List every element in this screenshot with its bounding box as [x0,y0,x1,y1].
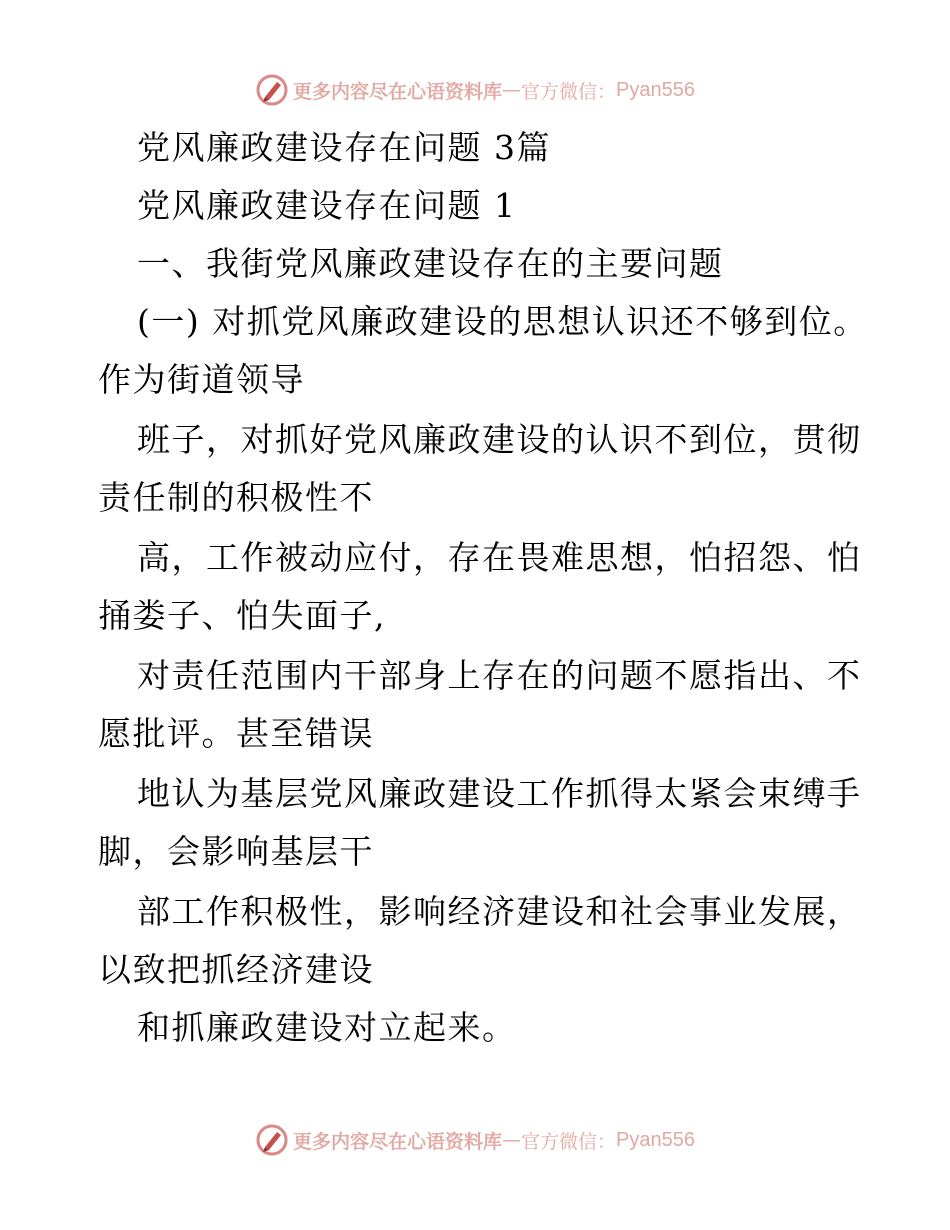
watermark-separator: — [502,1129,522,1151]
watermark-wechat-label: 官方微信： [521,1130,617,1153]
document-title: 党风廉政建设存在问题 3篇 [137,128,551,167]
paragraph-line: 脚，会影响基层干 [98,832,374,871]
heading-level-2: (一) 对抓党风廉政建设的思想认识还不够到位。 [137,302,868,341]
paragraph-line: 捅娄子、怕失面子, [98,596,386,635]
footer-watermark [0,1120,950,1160]
paragraph-line: 愿批评。甚至错误 [98,714,374,753]
paragraph-line: 和抓廉政建设对立起来。 [137,1008,517,1047]
watermark-brand: 更多内容尽在心语资料库 [293,80,503,103]
paragraph-line: 对责任范围内干部身上存在的问题不愿指出、不 [137,656,862,695]
paragraph-line: 部工作积极性，影响经济建设和社会事业发展， [137,892,862,931]
watermark-wechat-label: 官方微信： [521,80,617,103]
heading-level-1: 一、我街党风廉政建设存在的主要问题 [137,244,724,283]
paragraph-line: 地认为基层党风廉政建设工作抓得太紧会束缚手 [137,774,862,813]
watermark-brand: 更多内容尽在心语资料库 [293,1130,503,1153]
paragraph-line: 高，工作被动应付，存在畏难思想，怕招怨、怕 [137,538,862,577]
section-title: 党风廉政建设存在问题 1 [137,186,517,225]
pen-logo-icon [255,73,289,107]
watermark-separator: — [502,79,522,101]
paragraph-line: 责任制的积极性不 [98,478,374,517]
header-watermark [0,70,950,110]
pen-logo-icon [255,1123,289,1157]
paragraph-line: 班子，对抓好党风廉政建设的认识不到位，贯彻 [137,420,862,459]
watermark-account: Pyan556 [616,78,695,101]
paragraph-line: 作为街道领导 [98,360,305,399]
watermark-account: Pyan556 [616,1128,695,1151]
paragraph-line: 以致把抓经济建设 [98,950,374,989]
